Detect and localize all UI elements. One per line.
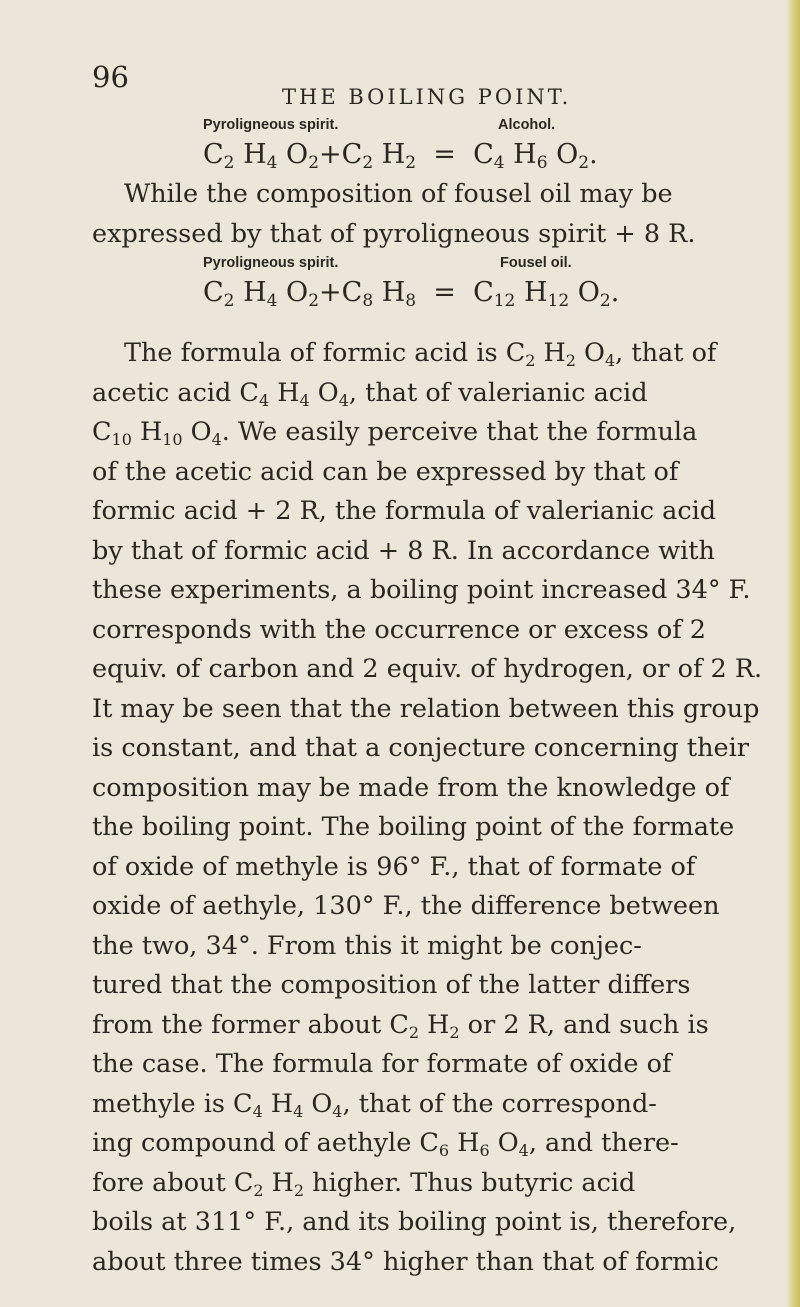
equation2-label-left: Pyroligneous spirit. — [203, 255, 339, 271]
text-line: of oxide of methyle is 96° F., that of formate of — [92, 851, 696, 882]
equation2-label-right: Fousel oil. — [500, 255, 572, 271]
text-line: is constant, and that a conjecture concerning their — [92, 733, 749, 763]
text-line: the case. The formula for formate of oxide of — [92, 1049, 672, 1079]
text-line: tured that the composition of the latter differs — [92, 970, 691, 1000]
text-line: by that of formic acid + 8 R. In accordance with — [92, 535, 715, 566]
text-line: composition may be made from the knowledge of — [92, 772, 730, 803]
text-line: these experiments, a boiling point increased 34° F. — [92, 575, 751, 605]
text-line: expressed by that of pyroligneous spirit + 8 R. — [92, 219, 696, 249]
text-line: The formula of formic acid is $C_2$ $H_2$ $O_4$, that of — [124, 338, 717, 370]
text-line: equiv. of carbon and 2 equiv. of hydrogen, or of 2 R. — [92, 654, 763, 684]
text-line: the boiling point. The boiling point of the formate — [92, 812, 735, 842]
equation1-label-right: Alcohol. — [498, 117, 556, 133]
text-line: about three times 34° higher than that of formic — [92, 1246, 719, 1277]
text-line: of the acetic acid can be expressed by that of — [92, 456, 679, 487]
running-title: THE BOILING POINT. — [282, 85, 572, 109]
text-line: formic acid + 2 R, the formula of valerianic acid — [92, 496, 717, 526]
text-line: fore about $C_2$ $H_2$ higher. Thus butyric acid — [92, 1167, 636, 1200]
text-line: methyle is $C_4$ $H_4$ $O_4$, that of the correspond- — [92, 1088, 657, 1121]
text-line: boils at 311° F., and its boiling point is, therefore, — [92, 1207, 737, 1237]
page-number: 96 — [92, 60, 129, 94]
text-line: $C_{10}$ $H_{10}$ $O_4$. We easily perceive that the formula — [92, 417, 698, 449]
text-line: corresponds with the occurrence or excess of 2 — [92, 614, 707, 645]
text-line: from the former about $C_2$ $H_2$ or 2 R, and such is — [92, 1009, 709, 1042]
text-line: oxide of aethyle, 130° F., the difference between — [92, 891, 720, 921]
text-line: acetic acid $C_4$ $H_4$ $O_4$, that of valerianic acid — [92, 377, 648, 410]
text-line: It may be seen that the relation between this group — [92, 693, 760, 724]
page-edge — [786, 0, 800, 1307]
equation1-formula: $C_2$ $H_4$ $O_2+C_2$ $H_2 = C_4$ $H_6$ $O_2$. — [203, 139, 598, 173]
text-line: While the composition of fousel oil may be — [124, 179, 673, 209]
text-line: ing compound of aethyle $C_6$ $H_6$ $O_4$, and there- — [92, 1128, 679, 1160]
text-line: the two, 34°. From this it might be conjec- — [92, 930, 642, 961]
equation1-label-left: Pyroligneous spirit. — [203, 117, 339, 133]
equation2-formula: $C_2$ $H_4$ $O_2+C_8$ $H_8 = C_{12}$ $H_{12}$ $O_2$. — [203, 277, 620, 311]
